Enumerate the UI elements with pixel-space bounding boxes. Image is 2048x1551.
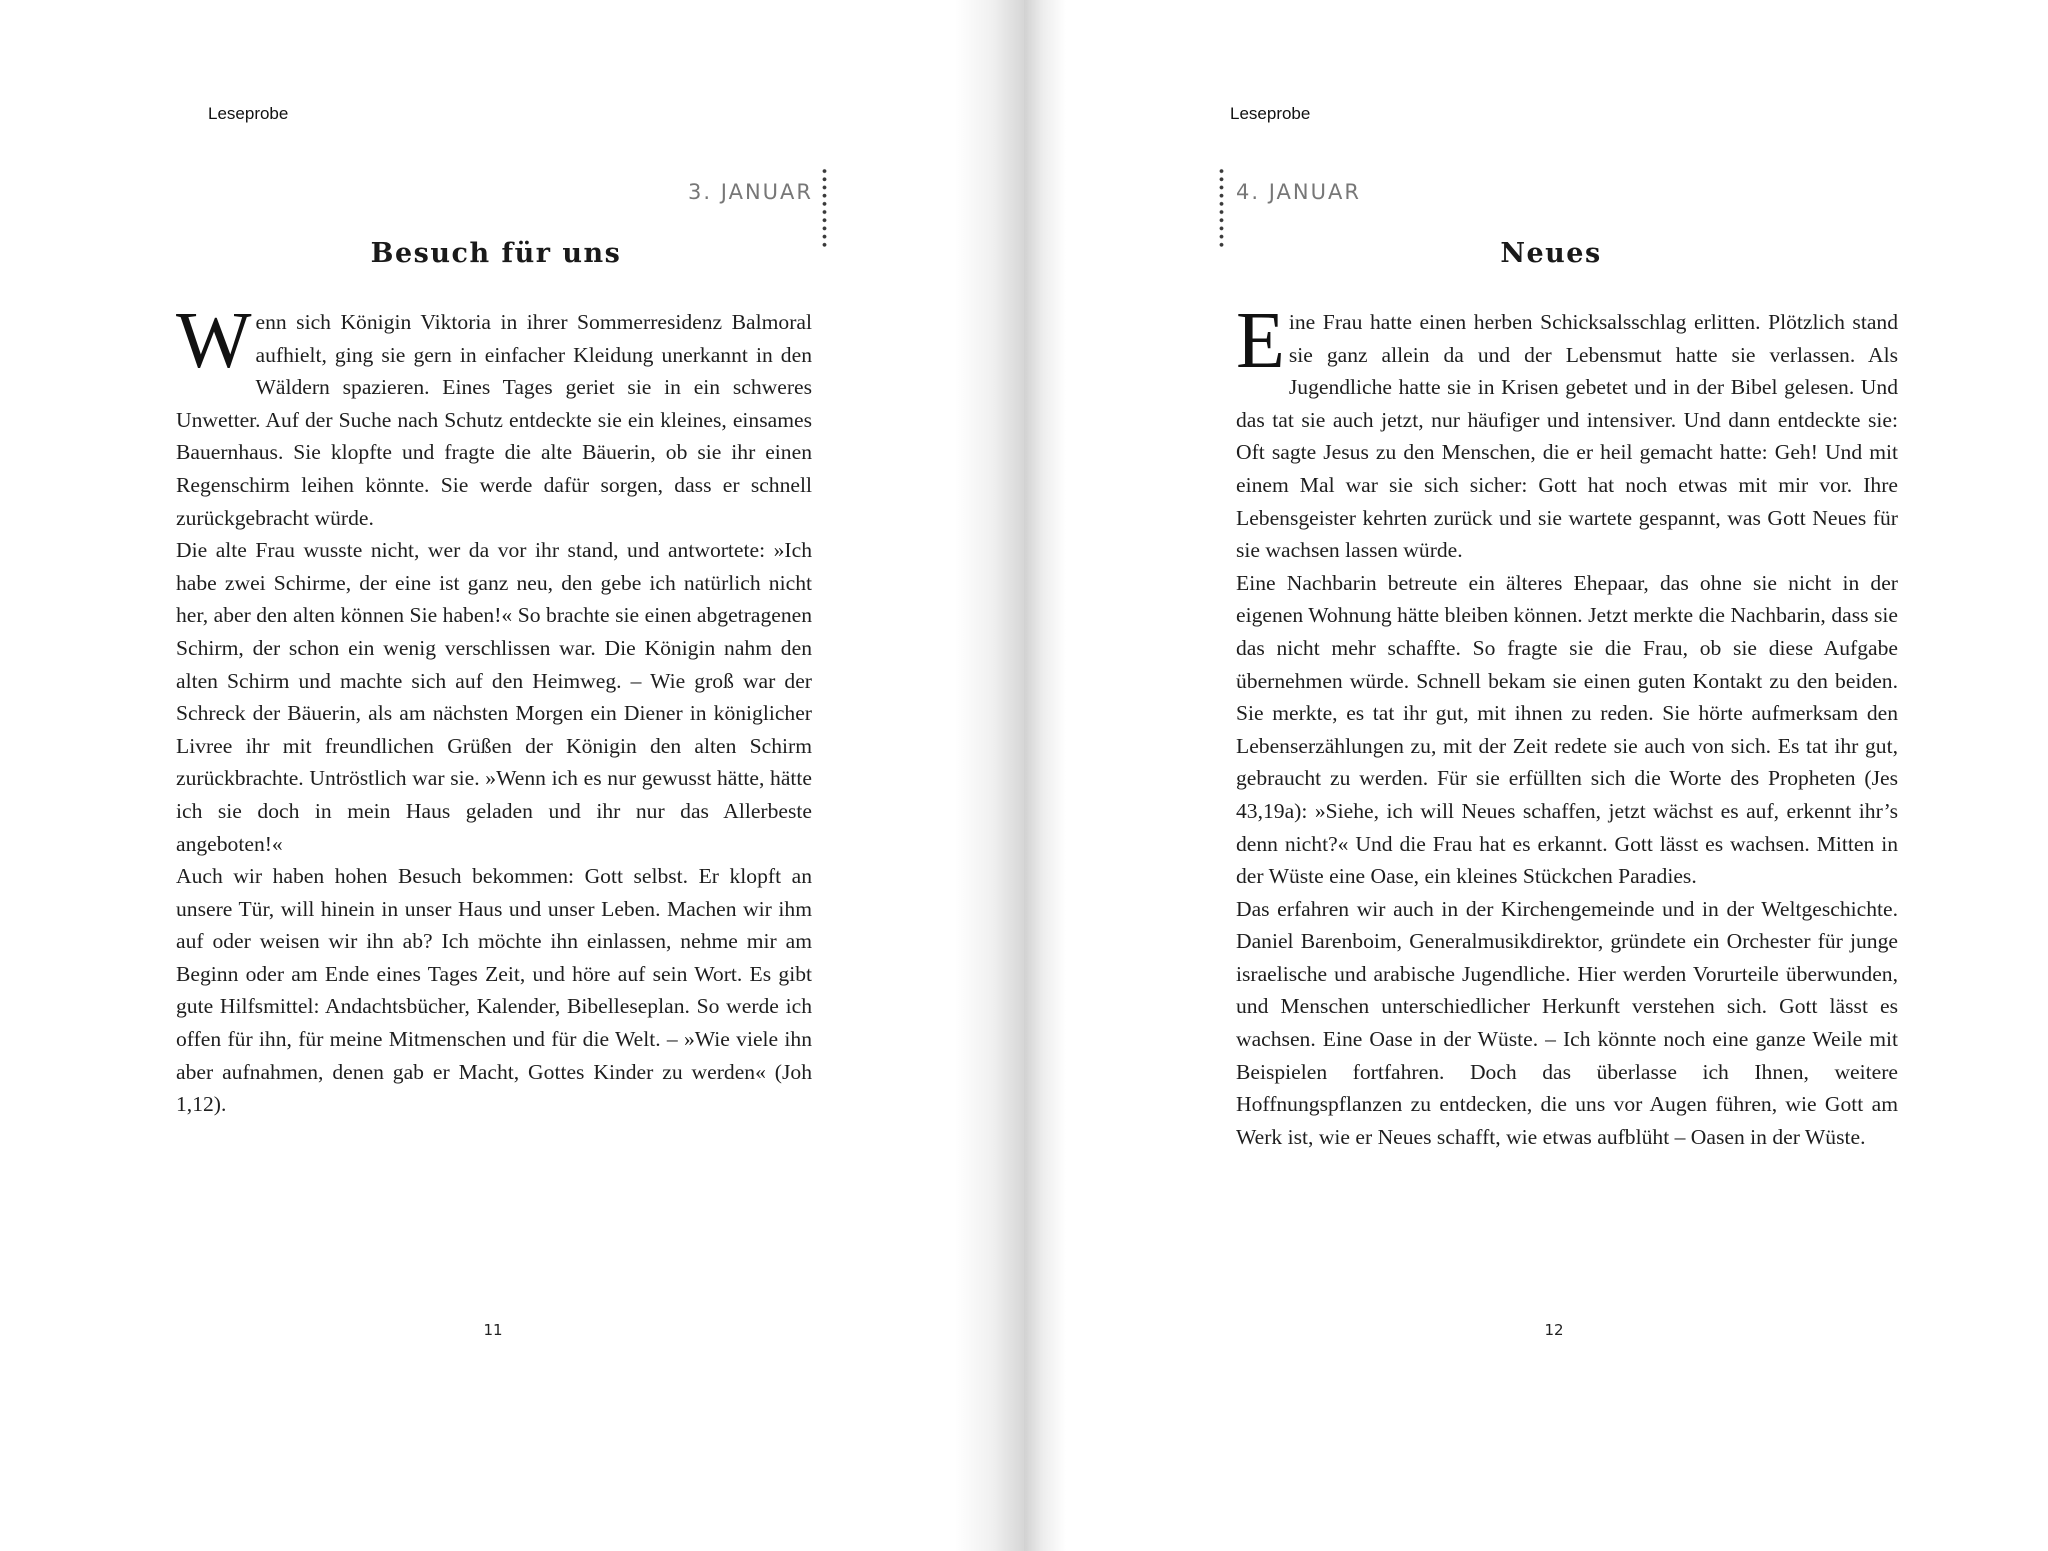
date-heading: 3. JANUAR	[688, 180, 813, 204]
running-head: Leseprobe	[1230, 104, 1311, 123]
body-text	[176, 297, 812, 1121]
paragraph	[176, 297, 812, 534]
right-page	[1024, 0, 2048, 1551]
date-heading: 4. JANUAR	[1236, 180, 1361, 204]
page-title: Neues	[1500, 238, 1602, 269]
page-title: Besuch für uns	[370, 238, 622, 269]
drop-cap: W	[176, 297, 252, 385]
paragraph: Die alte Frau wusste nicht, wer da vor ihr stand, und antwortete: »Ich habe zwei Schirme, der eine ist ganz neu, den gebe ich natürlich nicht her, aber den alten können Sie haben!« So brachte sie einen abgetragenen Schirm, der schon ein wenig verschlissen war. Die Königin nahm den alten Schirm und machte sich auf den Heimweg. – Wie groß war der Schreck der Bäuerin, als am nächsten Morgen ein Diener in königlicher Livree ihr mit freundlichen Grüßen der Königin den alten Schirm zurückbrachte. Untröstlich war sie. »Wenn ich es nur gewusst hätte, hätte ich sie doch in mein Haus geladen und ihr nur das Allerbeste angeboten!«	[176, 538, 812, 856]
page-number: 12	[1544, 1321, 1564, 1339]
page-number: 11	[483, 1321, 503, 1339]
paragraph: Das erfahren wir auch in der Kirchengemeinde und in der Weltgeschichte. Daniel Barenboim, Generalmusikdirektor, gründete ein Orchester für junge israelische und arabische Jugendliche. Hier werden Vorurteile überwunden, und Menschen unterschiedlicher Herkunft verstehen sich. Gott lässt es wachsen. Eine Oase in der Wüste. – Ich könnte noch eine ganze Weile mit Beispielen fortfahren. Doch das überlasse ich Ihnen, weitere Hoffnungspflanzen zu entdecken, die uns vor Augen führen, wie Gott am Werk ist, wie er Neues schafft, wie etwas aufblüht – Oasen in der Wüste.	[1236, 896, 1898, 1149]
drop-cap: E	[1236, 297, 1285, 385]
dotted-rule	[1219, 167, 1224, 249]
paragraph: Eine Nachbarin betreute ein älteres Ehepaar, das ohne sie nicht in der eigenen Wohnung hätte bleiben können. Jetzt merkte die Nachbarin, dass sie das nicht mehr schaffte. So fragte sie die Frau, ob sie diese Aufgabe übernehmen würde. Schnell bekam sie einen guten Kontakt zu den beiden. Sie merkte, es tat ihr gut, mit ihnen zu reden. Sie hörte aufmerksam den Lebenserzählungen zu, mit der Zeit redete sie auch von sich. Es tat ihr gut, gebraucht zu werden. Für sie erfüllten sich die Worte des Propheten (Jes 43,19a): »Siehe, ich will Neues schaffen, jetzt wächst es auf, erkennt ihr’s denn nicht?« Und die Frau hat es erkannt. Gott lässt es wachsen. Mitten in der Wüste eine Oase, ein kleines Stückchen Paradies.	[1236, 570, 1898, 889]
paragraph: Auch wir haben hohen Besuch bekommen: Gott selbst. Er klopft an unsere Tür, will hinein in unser Haus und unser Leben. Machen wir ihm auf oder weisen wir ihn ab? Ich möchte ihn einlassen, nehme mir am Beginn oder am Ende eines Tages Zeit, und höre auf sein Wort. Es gibt gute Hilfsmittel: Andachtsbücher, Kalender, Bibelleseplan. So werde ich offen für ihn, für meine Mitmenschen und für die Welt. – »Wie viele ihn aber aufnahmen, denen gab er Macht, Gottes Kinder zu werden« (Joh 1,12).	[176, 864, 812, 1117]
paragraph-text: ine Frau hatte einen herben Schicksalsschlag erlitten. Plötzlich stand sie ganz allein da und der Lebensmut hatte sie verlassen. Als Jugendliche hatte sie in Krisen gebetet und in der Bibel gelesen. Und das tat sie auch jetzt, nur häufiger und intensiver. Und dann entdeckte sie: Oft sagte Jesus zu den Menschen, die er heil gemacht hatte: Geh! Und mit einem Mal war sie sich sicher: Gott hat noch etwas mit mir vor. Ihre Lebensgeister kehrten zurück und sie wartete gespannt, was Gott Neues für sie wachsen lassen würde.	[1236, 310, 1898, 563]
gutter-shadow	[1024, 0, 1066, 1551]
paragraph	[1236, 297, 1898, 567]
paragraph-text: enn sich Königin Viktoria in ihrer Sommerresidenz Balmoral aufhielt, ging sie gern in einfacher Kleidung unerkannt in den Wäldern spazieren. Eines Tages geriet sie in ein schweres Unwetter. Auf der Suche nach Schutz entdeckte sie ein kleines, einsames Bauernhaus. Sie klopfte und fragte die alte Bäuerin, ob sie ihr einen Regenschirm leihen könnte. Sie werde dafür sorgen, dass er schnell zurückgebracht würde.	[176, 310, 812, 530]
gutter-shadow	[954, 0, 1024, 1551]
running-head: Leseprobe	[208, 104, 289, 123]
dotted-rule	[822, 167, 827, 249]
body-text	[1236, 297, 1898, 1153]
